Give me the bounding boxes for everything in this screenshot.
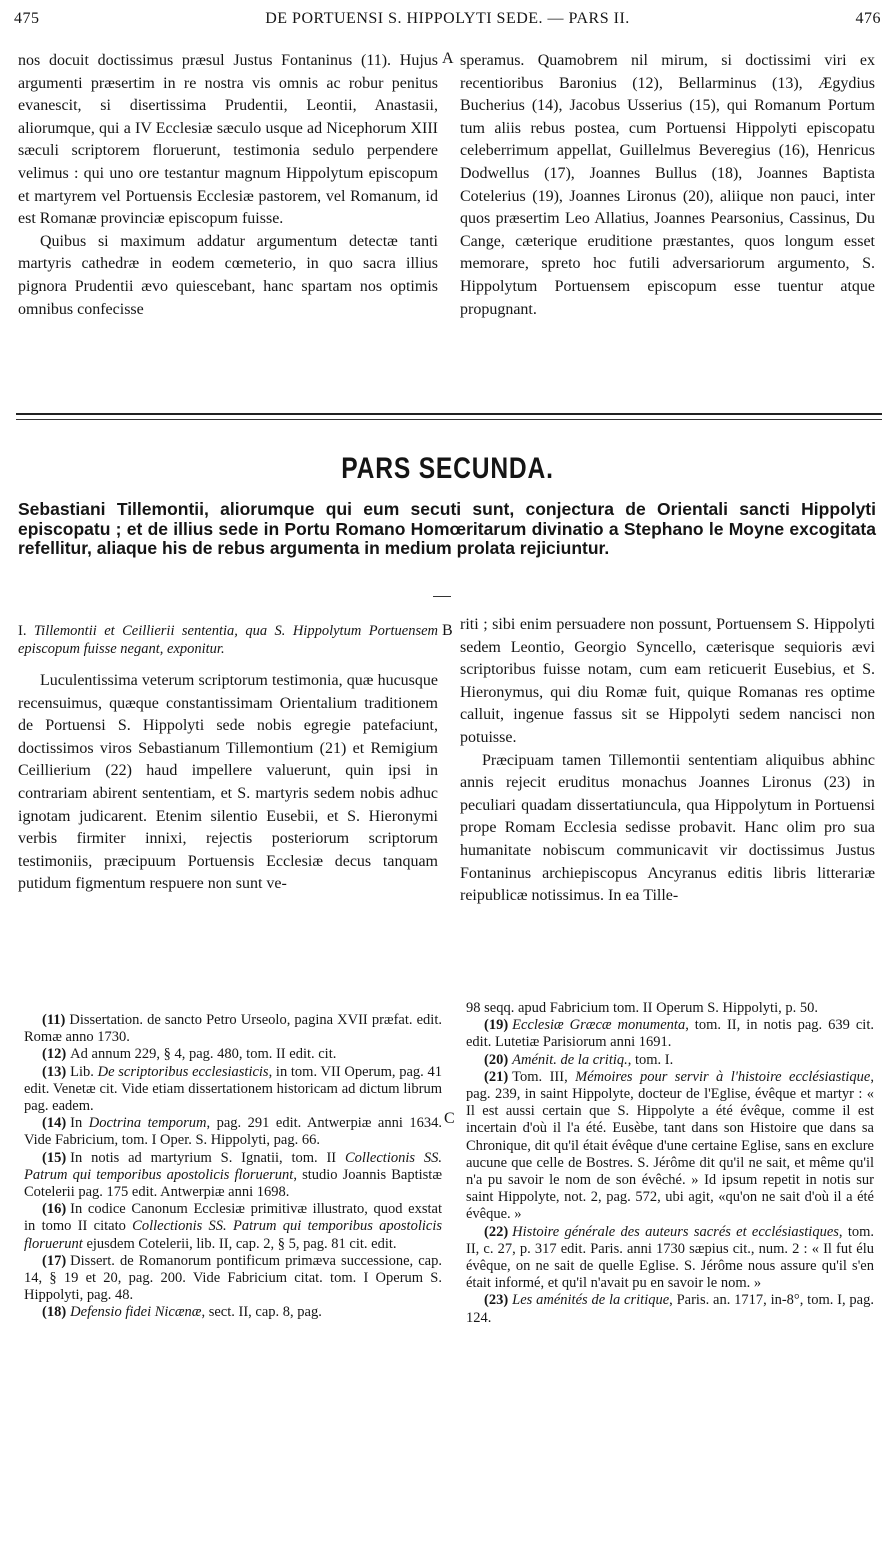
paragraph: speramus. Quamobrem nil mirum, si doctissimi viri ex recentioribus Baronius (12), Bellarminus (13), Ægydius Bucherius (14), Jacobus Usserius (15), qui Romanum Portum tum aliis rebus postea, cum Portuensi Hippolyti episcopatu celeberrimum appellat, Guillelmus Beveregius (16), Henricus Dodwellus (17), Joannes Bullus (18), Joannes Baptista Cotelerius (19), Joannes Lironus (20), aliique non pauci, inter quos præsertim Leo Allatius, Joannes Pearsonius, Cassinus, Du Cange, cæterique eruditione præstantes, quos longum esset memorare, spreto hoc futili adversariorum argumento, S. Hippolytum Portuensem episcopum esse tuentur atque propugnant. bbox=[460, 52, 875, 318]
page-number-right: 476 bbox=[855, 10, 881, 27]
paragraph: riti ; sibi enim persuadere non possunt, Portuensem S. Hippolyti sedem Leontio, Georgio Syncello, cæterisque sequioris ævi scriptoribus fuisse notam, cum eam reticuerit Eusebius, et S. Hieronymus, qui diu Romæ fuit, quique Romanas res optime calluit, ingenue fassus sit se Hippolyti sedem nancisci non potuisse. bbox=[460, 616, 875, 746]
footnote bbox=[466, 1069, 874, 1224]
footnote-title: Histoire générale des auteurs sacrés et ecclésiastiques bbox=[512, 1223, 839, 1240]
footnote-number: (13) bbox=[42, 1063, 67, 1080]
part-title: PARS SECUNDA. bbox=[341, 452, 554, 485]
footnote-title: Ecclesiæ Græcæ monumenta bbox=[512, 1017, 686, 1034]
column-marker-c: C bbox=[444, 1110, 455, 1127]
paragraph: Quibus si maximum addatur argumentum detectæ tanti martyris cathedræ in eodem cœmeterio, in quo sacra illius pignora Prudentii ævo quiescebant, hanc spartam nos optimis omnibus confecisse bbox=[18, 232, 438, 318]
footnote-text: ejusdem Cotelerii, lib. II, cap. 2, § 5, pag. 81 cit. edit. bbox=[82, 1235, 397, 1252]
footnote-number: (11) bbox=[42, 1012, 66, 1028]
footnote-text: , studio Joannis Baptistæ Cotelerii pag. 175 edit. Antwerpiæ anni 1698. bbox=[24, 1166, 442, 1201]
running-title: DE PORTUENSI S. HIPPOLYTI SEDE. — PARS II. bbox=[265, 10, 630, 27]
section-left-column bbox=[18, 622, 438, 896]
footnote-text: , sect. II, cap. 8, pag. bbox=[201, 1304, 322, 1321]
footnote-number: (17) bbox=[42, 1252, 67, 1269]
footnote-title: Doctrina temporum bbox=[88, 1115, 207, 1132]
footnote bbox=[24, 1201, 442, 1253]
top-right-column bbox=[460, 50, 875, 321]
footnote-number: (22) bbox=[484, 1223, 509, 1240]
running-header bbox=[14, 10, 881, 34]
section-rule bbox=[16, 413, 882, 415]
footnote-text: , Paris. an. 1717, in-8°, tom. I, pag. 124. bbox=[466, 1292, 874, 1326]
footnote-text: Tom. III, bbox=[512, 1068, 576, 1085]
footnote-title: Defensio fidei Nicænæ bbox=[70, 1304, 202, 1321]
column-marker-b: B bbox=[442, 622, 453, 639]
paragraph: Præcipuam tamen Tillemontii sententiam aliquibus abhinc annis rejecit eruditus monachus Joannes Lironus (23) in peculiari quadam dissertatiuncula, qua Hippolytum in Portuensi prope Romam Ecclesia sedisse probavit. Hanc olim pro sua humanitate nobiscum communicavit vir doctissimus Justus Fontaninus archiepiscopus Ancyranus editis libris litterariæ reipublicæ notissimus. In ea Tille- bbox=[460, 751, 875, 905]
top-left-column bbox=[18, 50, 438, 321]
footnote bbox=[466, 1017, 874, 1051]
footnote-number: (20) bbox=[484, 1051, 509, 1068]
section-rule-thin bbox=[16, 419, 882, 420]
column-marker-a: A bbox=[442, 50, 454, 67]
footnotes-left bbox=[24, 1012, 442, 1322]
footnote-text: Dissertation. de sancto Petro Urseolo, pagina XVII præfat. edit. Romæ anno 1730. bbox=[24, 1012, 442, 1046]
footnote-title: Collectionis SS. Patrum qui temporibus apostolicis floruerunt bbox=[24, 1218, 443, 1252]
footnote-text: , pag. 291 edit. Antwerpiæ anni 1634. Vide Fabricium, tom. I Oper. S. Hippolyti, pag. 66. bbox=[24, 1115, 442, 1149]
part-summary: Sebastiani Tillemontii, aliorumque qui eum secuti sunt, conjectura de Orientali sancti Hippolyti episcopatu ; et de illius sede in Portu Romano Homœritarum divinatio a Stephano le Moyne excogitata refellitur, aliaque his de rebus argumenta in medium prolata rejiciuntur. bbox=[18, 499, 876, 558]
footnote bbox=[466, 1292, 874, 1326]
footnote-text: In bbox=[70, 1115, 89, 1132]
footnote-number: (21) bbox=[484, 1068, 509, 1085]
footnote bbox=[466, 1224, 874, 1293]
footnote bbox=[24, 1012, 442, 1046]
footnote-text: , tom. I. bbox=[627, 1051, 674, 1068]
section-number: I. bbox=[18, 623, 27, 639]
footnote-text: , tom. II, c. 27, p. 317 edit. Paris. anni 1730 sæpius cit., num. 2 : « Il fut élu évêque, on ne sait de quelle Eglise. S. Jérôme nous assure qu'il s'en était informé, et qu'il n'avait pu en savoir le nom. » bbox=[466, 1223, 874, 1292]
footnote-text: , pag. 239, in saint Hippolyte, docteur de l'Eglise, évêque et martyr : « Il est aussi certain que S. Hippolyte a été évêque, comme il est incertain d'où il l'a été. Eusèbe, tant dans son Histoire que dans sa Chronique, dit qu'il était évêque d'une certaine Eglise, sans en exclure aucune que celle de Bostres. S. Jérôme dit qu'il ne sait, et même qu'il n'a pu savoir le nom de son évêché. » Id ipsum repetit in notis sur saint Hippolyte, not. 2, pag. 572, ubi agit, «qu'on ne sait d'où il a été évêque. » bbox=[466, 1068, 874, 1223]
footnote-text: , tom. II, in notis pag. 639 cit. edit. Lutetiæ Parisiorum anni 1691. bbox=[466, 1017, 874, 1051]
footnote-number: (23) bbox=[484, 1292, 509, 1309]
paragraph: Luculentissima veterum scriptorum testimonia, quæ hucusque recensuimus, quæque constantissimam Orientalium traditionem de Portuensi S. Hippolyti sede nobis egregie patefaciunt, doctissimos viros Sebastianum Tillemontium (21) et Remigium Ceillierium (22) haud impellere valuerunt, quin ipsi in contrariam abirent sententiam, et S. martyris sedem nobis adhuc ignotam judicarent. Etenim silentio Eusebii, et S. Hieronymi verbis firmiter innixi, rejectis posteriorum scriptorum testimoniis, præcipuum Portuensis Ecclesiæ decus tanquam putidum figmentum respuere non sunt ve- bbox=[18, 672, 438, 893]
footnote bbox=[24, 1046, 442, 1063]
footnote bbox=[466, 1000, 874, 1017]
footnote bbox=[466, 1052, 874, 1069]
footnote-text: Ad annum 229, § 4, pag. 480, tom. II edit. cit. bbox=[70, 1046, 337, 1063]
footnote bbox=[24, 1115, 442, 1149]
footnotes-right bbox=[466, 1000, 874, 1327]
footnote-number: (18) bbox=[42, 1304, 67, 1321]
footnote-text: In notis ad martyrium S. Ignatii, tom. II bbox=[70, 1149, 345, 1166]
paragraph: nos docuit doctissimus præsul Justus Fontaninus (11). Hujus argumenti præsertim in re nostra vis omnis ac robur penitus evanescit, si disertissima Prudentii, Leontii, Anastasii, aliorumque, qui a IV Ecclesiæ sæculo usque ad Nicephorum XIII sæculi scriptorem floruerunt, testimonia sedulo perpendere velimus : qui uno ore testantur magnum Hippolytum episcopum et martyrem vel Portuensis Ecclesiæ pastorem, vel Romanum, id est Romanæ provinciæ episcopum fuisse. bbox=[18, 52, 438, 228]
section-right-column bbox=[460, 614, 875, 908]
footnote-text: 98 seqq. apud Fabricium tom. II Operum S. Hippolyti, p. 50. bbox=[466, 1000, 818, 1016]
section-heading bbox=[18, 622, 438, 658]
footnote bbox=[24, 1064, 442, 1116]
footnote bbox=[24, 1150, 442, 1202]
footnote-title: Collectionis SS. Patrum qui temporibus apostolicis floruerunt bbox=[24, 1149, 442, 1183]
footnote-number: (12) bbox=[42, 1046, 67, 1063]
section-title: Tillemontii et Ceillierii sententia, qua S. Hippolytum Portuensem episcopum fuisse negant, exponitur. bbox=[18, 623, 439, 657]
footnote-text: Lib. bbox=[70, 1063, 98, 1080]
footnote-text: , in tom. VII Operum, pag. 41 edit. Venetæ cit. Vide etiam dissertationem historicam ad dictum librum pag. eadem. bbox=[24, 1063, 442, 1115]
footnote-title: Les aménités de la critique bbox=[512, 1292, 670, 1309]
footnote-number: (19) bbox=[484, 1017, 509, 1034]
short-rule bbox=[433, 596, 451, 597]
page-number-left: 475 bbox=[14, 10, 40, 27]
footnote-number: (15) bbox=[42, 1149, 67, 1166]
footnote-title: Aménit. de la critiq. bbox=[512, 1051, 628, 1068]
footnote-number: (14) bbox=[42, 1115, 67, 1132]
footnote bbox=[24, 1253, 442, 1305]
footnote-number: (16) bbox=[42, 1201, 67, 1218]
footnote-title: De scriptoribus ecclesiasticis bbox=[97, 1063, 269, 1080]
footnote-title: Mémoires pour servir à l'histoire ecclésiastique bbox=[575, 1068, 871, 1085]
footnote-text: In codice Canonum Ecclesiæ primitivæ illustrato, quod exstat in tomo II citato bbox=[24, 1201, 442, 1235]
footnote bbox=[24, 1304, 442, 1321]
footnote-text: Dissert. de Romanorum pontificum primæva successione, cap. 14, § 19 et 20, pag. 200. Vide Fabricium citat. tom. I Operum S. Hippolyti, pag. 48. bbox=[24, 1252, 442, 1304]
